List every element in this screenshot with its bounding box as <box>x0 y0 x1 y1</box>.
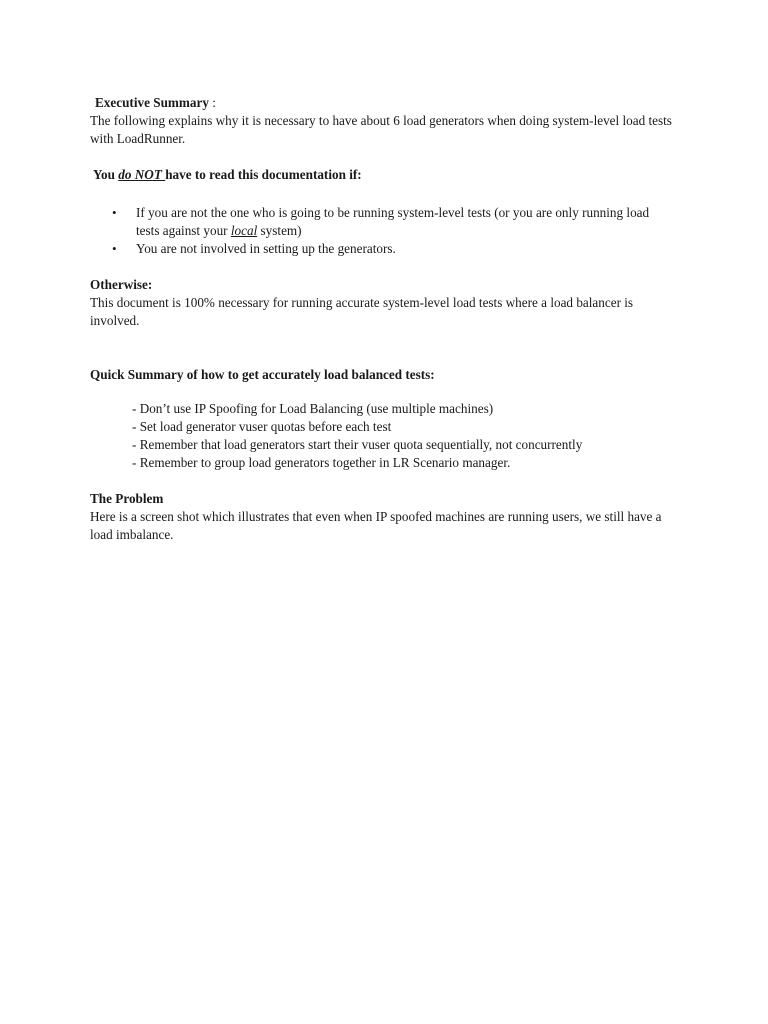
list-item: - Remember to group load generators together in LR Scenario manager. <box>132 455 511 470</box>
bullet-icon: • <box>112 205 117 220</box>
bullet-text-2: You are not involved in setting up the generators. <box>136 241 396 256</box>
quick-summary-heading <box>90 366 690 384</box>
problem-text: Here is a screen shot which illustrates that even when IP spoofed machines are running users, we still have a load imbalance. <box>90 509 662 542</box>
list-item: - Don’t use IP Spoofing for Load Balancing (use multiple machines) <box>132 401 494 416</box>
bullet-text-1: If you are not the one who is going to be running system-level tests (or you are only running load tests against your <box>136 205 650 238</box>
bullet-icon: • <box>112 241 117 256</box>
problem-section <box>90 490 690 544</box>
executive-summary-section <box>90 94 690 148</box>
do-not-read-post: have to read this documentation if: <box>165 167 362 182</box>
bullet-text-1-end: system) <box>257 223 302 238</box>
list-item <box>90 204 656 240</box>
quick-summary-title: Quick Summary of how to get accurately load balanced tests: <box>90 367 435 382</box>
do-not-emphasis: do NOT <box>118 167 166 182</box>
otherwise-text: This document is 100% necessary for running accurate system-level load tests where a load balancer is involved. <box>90 295 634 328</box>
do-not-read-bullets <box>90 204 690 258</box>
otherwise-heading: Otherwise: <box>90 277 153 292</box>
executive-summary-text: The following explains why it is necessary to have about 6 load generators when doing system-level load tests with LoadRunner. <box>90 113 672 146</box>
local-emphasis: local <box>230 223 258 238</box>
do-not-read-pre: You <box>93 167 119 182</box>
otherwise-section <box>90 276 690 330</box>
executive-summary-colon: : <box>208 95 216 110</box>
do-not-read-heading <box>90 166 693 184</box>
executive-summary-heading: Executive Summary <box>95 95 209 110</box>
list-item <box>90 240 690 258</box>
problem-heading: The Problem <box>90 491 164 506</box>
list-item: - Remember that load generators start their vuser quota sequentially, not concurrently <box>132 437 583 452</box>
list-item: - Set load generator vuser quotas before each test <box>132 419 392 434</box>
